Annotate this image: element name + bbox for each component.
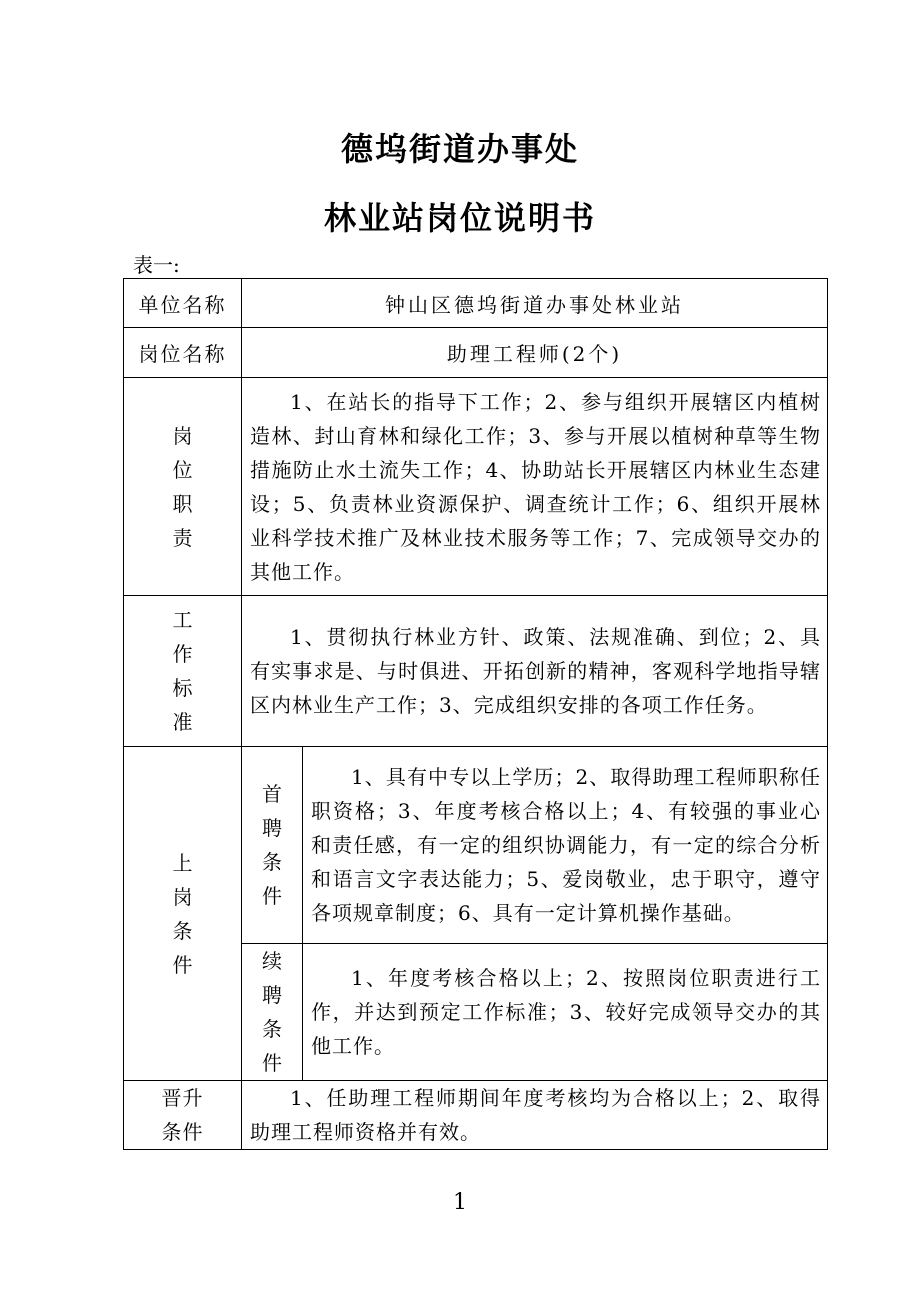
table-row [124,596,828,747]
renewal-text: 1、年度考核合格以上；2、按照岗位职责进行工作，并达到预定工作标准；3、较好完成领导交办的其他工作。 [303,944,828,1081]
duty-label: 岗位职责 [172,423,193,550]
post-name-label: 岗位名称 [124,328,242,378]
post-name-value: 助理工程师(2个) [242,328,828,378]
standard-label: 工作标准 [172,608,193,734]
table-row [124,1081,828,1150]
table-row [124,747,828,944]
first-hire-label: 首聘条件 [262,782,282,908]
renewal-label: 续聘条件 [262,949,282,1075]
job-description-table [123,278,828,1150]
table-row [124,378,828,596]
standard-text: 1、贯彻执行林业方针、政策、法规准确、到位；2、具有实事求是、与时俱进、开拓创新的精神，客观科学地指导辖区内林业生产工作；3、完成组织安排的各项工作任务。 [242,596,828,747]
duty-text: 1、在站长的指导下工作；2、参与组织开展辖区内植树造林、封山育林和绿化工作；3、参与开展以植树种草等生物措施防止水土流失工作；4、协助站长开展辖区内林业生态建设；5、负责林业资源保护、调查统计工作；6、组织开展林业科学技术推广及林业技术服务等工作；7、完成领导交办的其他工作。 [242,378,828,596]
first-hire-text: 1、具有中专以上学历；2、取得助理工程师职称任职资格；3、年度考核合格以上；4、有较强的事业心和责任感，有一定的组织协调能力，有一定的综合分析和语言文字表达能力；5、爱岗敬业，忠于职守，遵守各项规章制度；6、具有一定计算机操作基础。 [303,747,828,944]
conditions-label: 上岗条件 [172,850,193,977]
table-row [124,279,828,328]
page-number: 1 [453,1190,467,1215]
promotion-label: 晋升条件 [161,1086,204,1144]
table-row [124,328,828,378]
document-title: 德坞街道办事处 [340,130,579,168]
promotion-text: 1、任助理工程师期间年度考核均为合格以上；2、取得助理工程师资格并有效。 [242,1081,828,1150]
unit-name-value: 钟山区德坞街道办事处林业站 [242,279,828,328]
table-label: 表一: [133,253,180,277]
document-subtitle: 林业站岗位说明书 [323,199,596,237]
unit-name-label: 单位名称 [124,279,242,328]
